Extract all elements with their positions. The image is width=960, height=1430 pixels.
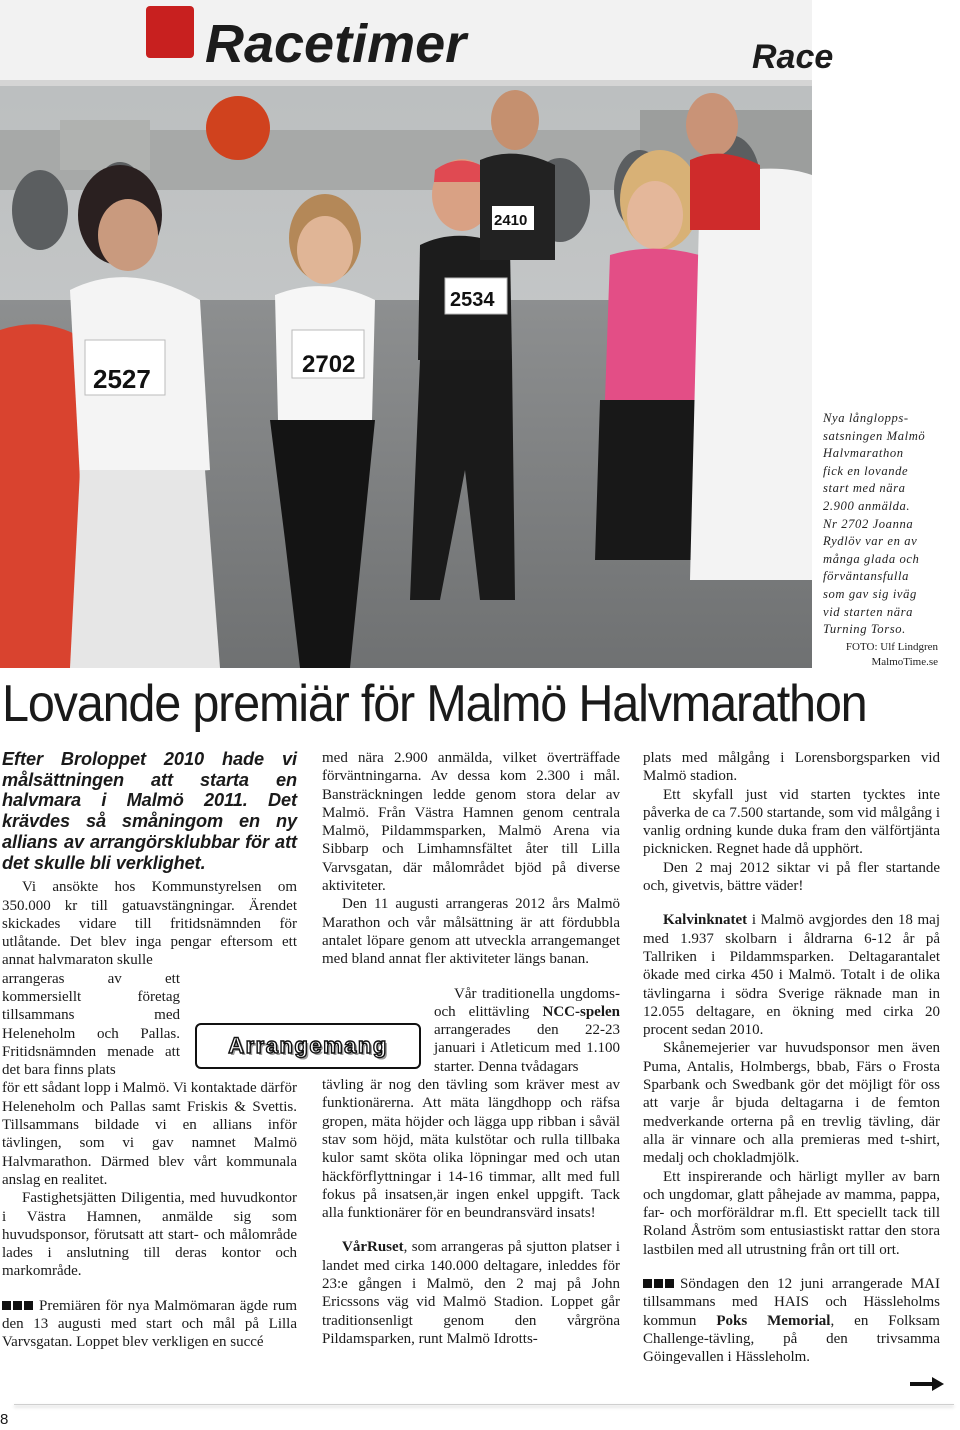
paragraph: med nära 2.900 anmälda, vilket överträffade förväntningarna. Av dessa kom 2.300 i mål. Bansträckningen ledde genom stora delar av Malmö. Från Västra Hamnen genom centrala Malmö, Pildammsparken, Malmö Arena via Sibbarp och Limhamnsfältet åter till Lilla Varvsgatan, där målområdet bjöd på diverse aktiviteter. bbox=[322, 750, 620, 895]
race-photo bbox=[0, 0, 834, 668]
section-marker-icon bbox=[2, 1297, 35, 1315]
continue-arrow-icon bbox=[910, 1376, 944, 1392]
paragraph-bullet bbox=[643, 1275, 940, 1366]
paragraph-text: , en Folksam Challenge-tävling, på den trivsamma Göingevallen i Hässleholm. bbox=[643, 1312, 940, 1366]
caption-line: satsningen Malmö bbox=[823, 428, 926, 443]
stamp-label: Arrangemang bbox=[228, 1033, 388, 1058]
paragraph: Skånemejerier var huvudsponsor men även Puma, Antalis, Holmbergs, bbab, Färs o Frosta Sparbank och Swedbank gör det möjligt för oss att varje år bjuda deltagarna i de femton medverkande orterna på en trevlig tävling, där alla är vinnare och alla premieras med t-shirt, medalj och chokladmjölk. bbox=[643, 1040, 940, 1167]
caption-line: start med nära bbox=[823, 481, 906, 496]
credit-name: FOTO: Ulf Lindgren bbox=[845, 641, 938, 653]
article-headline: Lovande premiär för Malmö Halvmarathon bbox=[2, 675, 867, 733]
event-name-ncc: NCC-spelen bbox=[542, 1003, 620, 1020]
paragraph-text: Söndagen den 12 juni arrangerade MAI tillsammans med HAIS och Hässleholms kommun bbox=[643, 1276, 940, 1329]
page-footer-rule bbox=[14, 1404, 954, 1405]
article-column-2 bbox=[322, 749, 620, 1348]
paragraph: Ett inspirerande och härligt myller av barn och ungdomar, glatt påhejade av mamma, pappa, far- och morföräldrar m.fl. Ett speciellt tack till Roland Åström som entusiastiskt rattar den stora lastbilen med all utrustning från ort till ort. bbox=[643, 1168, 940, 1258]
article-ingress: Efter Broloppet 2010 hade vi målsättningen att starta en halvmara i Malmö 2011. Det krävdes så småningom en ny allians av arrangörsklubbar för att det skulle bli verklighet. bbox=[2, 749, 297, 873]
paragraph bbox=[322, 1238, 620, 1348]
paragraph-bullet bbox=[2, 1297, 297, 1352]
caption-line: 2.900 anmälda. bbox=[823, 498, 911, 513]
page-number: 8 bbox=[0, 1411, 9, 1428]
caption-line: många glada och bbox=[823, 551, 920, 566]
photo-credit bbox=[846, 640, 938, 670]
paragraph-text: i Malmö avgjordes den 18 maj med 1.937 skolbarn i åldrarna 6-12 år på Tallriken i Pildammsparken. Deltagarantalet ökade med cirka 450 i Malmö. Totalt i de olika tävlingarna i södra Sverige räknade man in 12.055 deltagare, en ökning med cirka 20 procent sedan 2010. bbox=[643, 912, 940, 1039]
event-name-kalvinknatet: Kalvinknatet bbox=[663, 912, 748, 929]
bib-2527: 2527 bbox=[93, 364, 151, 394]
paragraph-text: , som arrangeras på sjutton platser i landet med cirka 140.000 deltagare, inleddes för 23:e gången i Malmö, den 2 maj på John Ericssons väg vid Malmö Stadion. Loppet går traditionsenligt genom den vårgröna Pildamsparken, runt Malmö Idrotts- bbox=[322, 1239, 620, 1347]
event-name-varruset: VårRuset bbox=[342, 1239, 404, 1256]
article-column-3 bbox=[643, 749, 940, 1367]
bib-2702: 2702 bbox=[302, 351, 356, 378]
credit-source: MalmoTime.se bbox=[871, 656, 938, 668]
banner-text: Racetimer bbox=[205, 14, 467, 74]
caption-line: fick en lovande bbox=[823, 463, 909, 478]
race-photo-illustration bbox=[0, 0, 834, 668]
caption-line: Rydlöv var en av bbox=[823, 534, 918, 549]
paragraph: för ett sådant lopp i Malmö. Vi kontaktade därför Heleneholm och Pallas samt Friskis & Svettis. Tillsammans bildade vi en allians inför tävlingen, som vi gav namnet Malmö Halvmarathon. Därmed blev vårt kommunala anslag en realitet. bbox=[2, 1080, 297, 1188]
paragraph-narrow: arrangeras av ett kommersiellt företag tillsammans med Heleneholm och Pallas. Fritidsnämnden menade att det bara finns plats bbox=[2, 970, 180, 1079]
section-marker-icon bbox=[643, 1275, 676, 1293]
paragraph: Fastighetsjätten Diligentia, med huvudkontor i Västra Hamnen, anmälde sig som huvudsponsor, förutsatt att start- och målområde lades i anslutning till deras kontor och markområde. bbox=[2, 1190, 297, 1280]
caption-line: Nya långlopps- bbox=[823, 411, 909, 425]
bib-2410: 2410 bbox=[494, 212, 528, 229]
caption-line: som gav sig iväg bbox=[823, 586, 917, 601]
paragraph-text: Vår traditionella ungdoms- och elittävling bbox=[434, 985, 620, 1020]
paragraph: tävling är nog den tävling som kräver mest av funktionärerna. Att mäta längdhopp och räfsa gropen, mäta höjder och lägga upp ribban i såväl stav som höjd, mäta kulstötar och rulla tillbaka kulor samt sköta olika löpningar med och utan häckförflyttningar i 14-16 timmar, allt med full fokus på insatsen,är ingen enkel uppgift. Tack alla funktionärer för en beundransvärd insats! bbox=[322, 1077, 620, 1222]
paragraph: Den 11 augusti arrangeras 2012 års Malmö Marathon och vår målsättning är att fördubbla antalet löpare genom att utveckla arrangemanget med bland annat fler aktiviteter längs banan. bbox=[322, 896, 620, 968]
paragraph-text: Premiären för nya Malmömaran ägde rum den 13 augusti med start och mål på Lilla Varvsgatan. Loppet blev verkligen en succé bbox=[2, 1297, 297, 1351]
paragraph bbox=[643, 911, 940, 1039]
paragraph: Ett skyfall just vid starten tycktes inte påverka de ca 7.500 startande, som vid målgång i vanlig ordning kunde duka fram den välförtjänta picknicken. Regnet hade då upphört. bbox=[643, 786, 940, 858]
paragraph: Vi ansökte hos Kommunstyrelsen om 350.000 kr till gatuavstängningar. Ärendet skickades vidare till fritidsnämnden för utlåtande. Det blev inga pengar eftersom ett annat halvmaraton skulle bbox=[2, 879, 297, 969]
caption-line: Halvmarathon bbox=[823, 446, 904, 461]
caption-line: förväntansfulla bbox=[823, 569, 909, 584]
paragraph: Den 2 maj 2012 siktar vi på fler startande och, givetvis, bättre väder! bbox=[643, 859, 940, 895]
caption-line: vid starten nära bbox=[823, 604, 914, 619]
bib-2534: 2534 bbox=[450, 289, 495, 311]
event-name-poks: Poks Memorial bbox=[716, 1312, 831, 1329]
photo-caption bbox=[823, 410, 953, 639]
paragraph-text: arrangerades den 22-23 januari i Atleticum med 1.100 starter. Denna tvådagars bbox=[434, 1022, 620, 1075]
caption-line: Turning Torso. bbox=[823, 622, 906, 637]
paragraph-wrapped bbox=[434, 985, 620, 1076]
banner-text-right: Race bbox=[752, 38, 834, 76]
paragraph: plats med målgång i Lorensborgsparken vid Malmö stadion. bbox=[643, 750, 940, 785]
caption-line: Nr 2702 Joanna bbox=[823, 516, 914, 531]
